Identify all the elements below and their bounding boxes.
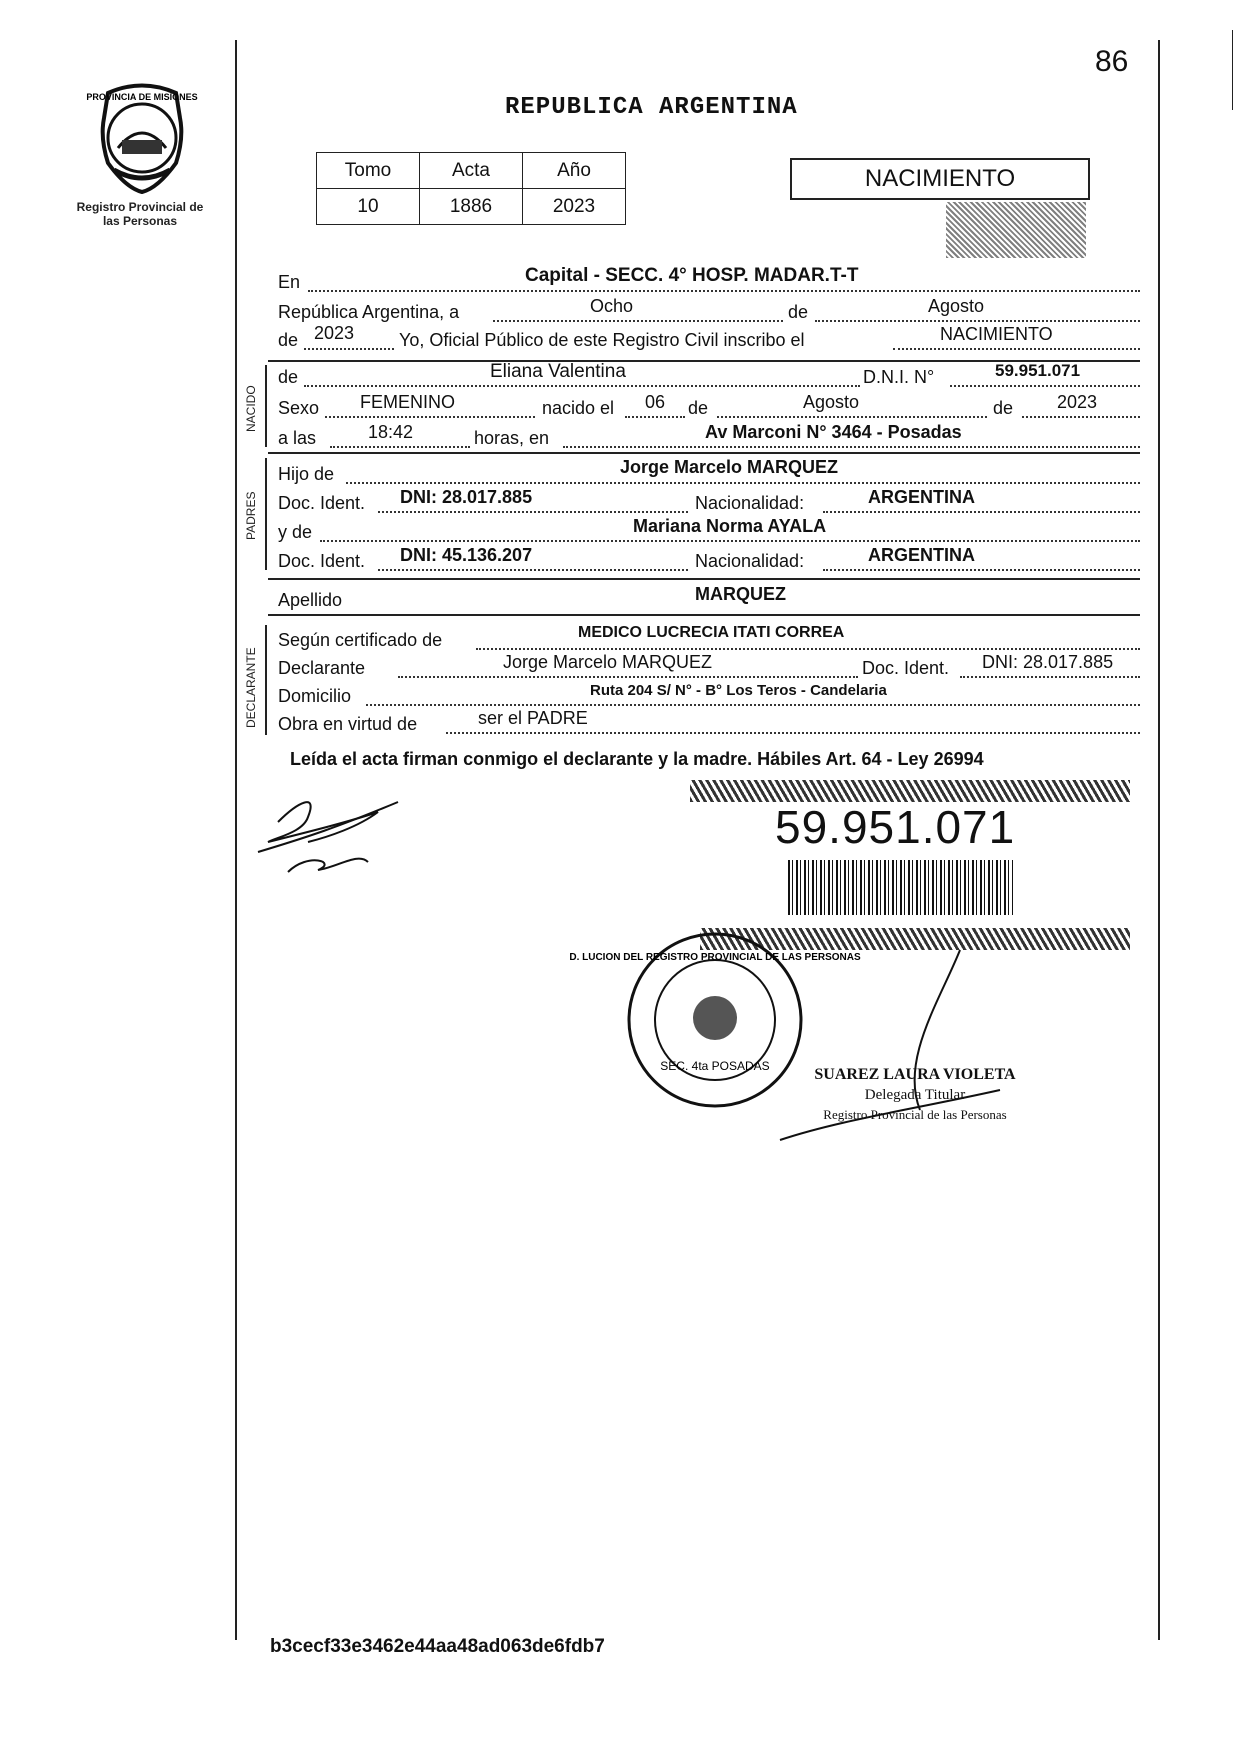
seal-ring-text: D. LUCION DEL REGISTRO PROVINCIAL DE LAS PERSONAS [569,952,861,963]
barcode [788,860,1013,915]
header-tomo: Tomo [317,153,420,189]
sexo-value: FEMENINO [360,392,456,412]
en-label: En [278,272,301,292]
section-rule [268,614,1140,616]
en-value: Capital - SECC. 4° HOSP. MADAR.T-T [525,265,859,286]
declarante-bracket [265,625,267,735]
hora-value: 18:42 [368,422,414,442]
dots [320,540,1140,542]
declarante-doc-label: Doc. Ident. [862,658,950,678]
alas-label: a las [278,428,317,448]
dots [476,648,1140,650]
signatory-office: Registro Provincial de las Personas [823,1107,1007,1122]
seal-center-text: SEC. 4ta POSADAS [660,1059,770,1073]
month-value: Agosto [928,296,985,316]
nacido-bracket [265,365,267,447]
padre-nac: ARGENTINA [868,487,975,507]
domicilio-label: Domicilio [278,686,352,706]
dots [950,385,1140,387]
seal-text: PROVINCIA DE MISIONES [86,92,198,102]
nombre-label: de [278,367,299,387]
nacido-label: nacido el [542,398,615,418]
dots [308,290,1140,292]
day-value: Ocho [590,296,634,316]
dots [346,482,1140,484]
header-acta: Acta [420,153,523,189]
dots [378,511,688,513]
obra-value: ser el PADRE [478,708,588,728]
doc-label: Doc. Ident. [278,493,366,513]
signatory-role: Delegada Titular [864,1087,966,1103]
edge-mark [1232,30,1233,110]
dots [1022,416,1140,418]
madre-doc: DNI: 45.136.207 [400,545,533,565]
lugar-value: Av Marconi N° 3464 - Posadas [705,422,962,442]
province-seal-logo [88,78,196,196]
value-anio: 2023 [523,189,626,225]
dots [893,348,1140,350]
madre-value: Mariana Norma AYALA [633,516,827,536]
nacido-day: 06 [645,392,666,412]
apellido-label: Apellido [278,590,343,610]
dots [823,511,1140,513]
left-margin-line [235,40,237,1640]
declarante-side-label: DECLARANTE [244,647,258,728]
record-type-box: NACIMIENTO [790,158,1090,200]
registry-table [316,152,626,225]
document-title: REPUBLICA ARGENTINA [505,94,798,121]
dots [378,569,688,571]
registry-header-row [317,153,626,189]
page-number: 86 [1095,45,1129,78]
declarante-label: Declarante [278,658,366,678]
section-rule [268,578,1140,580]
dots [325,416,535,418]
domicilio-value: Ruta 204 S/ N° - B° Los Teros - Candelaria [590,682,887,699]
padre-doc: DNI: 28.017.885 [400,487,533,507]
dots [304,385,860,387]
nacido-de2: de [993,398,1014,418]
right-margin-line [1158,40,1160,1640]
declarante-doc: DNI: 28.017.885 [982,652,1114,672]
declarante-value: Jorge Marcelo MARQUEZ [503,652,713,672]
yde-label: y de [278,522,313,542]
horas-label: horas, en [474,428,550,448]
value-acta: 1886 [420,189,523,225]
signatory-name: SUAREZ LAURA VIOLETA [814,1066,1016,1083]
sexo-label: Sexo [278,398,320,418]
section-rule [268,452,1140,454]
certificado-value: MEDICO LUCRECIA ITATI CORREA [578,624,845,641]
dots [304,348,394,350]
nombre-value: Eliana Valentina [490,361,626,382]
security-stamp [946,202,1086,258]
handwritten-signature [248,782,448,882]
dots [625,416,685,418]
id-number: 59.951.071 [775,801,1016,853]
dni-value: 59.951.071 [995,361,1081,380]
dots [960,676,1140,678]
dni-label: D.N.I. N° [863,367,935,387]
value-tomo: 10 [317,189,420,225]
nacido-de: de [688,398,709,418]
dots [815,320,1140,322]
padres-bracket [265,458,267,570]
apellido-value: MARQUEZ [695,584,786,604]
doc-label2: Doc. Ident. [278,551,366,571]
dots [398,676,858,678]
dots [446,732,1140,734]
legal-text: Leída el acta firman conmigo el declarante y la madre. Hábiles Art. 64 - Ley 26994 [290,749,984,769]
logo-caption: Registro Provincial de las Personas [76,200,204,228]
certificado-label: Según certificado de [278,630,443,650]
de-label: de [788,302,809,322]
dots [563,446,1140,448]
hijo-label: Hijo de [278,464,335,484]
republica-label: República Argentina, a [278,302,460,322]
inscribo-value: NACIMIENTO [940,324,1053,344]
dots [366,704,1140,706]
nacido-year: 2023 [1057,392,1098,412]
nacido-month: Agosto [803,392,860,412]
de-label2: de [278,330,299,350]
yo-text: Yo, Oficial Público de este Registro Civil inscribo el [399,330,805,350]
signatory-block [795,1065,1035,1125]
security-band [690,780,1130,802]
nac-label2: Nacionalidad: [695,551,805,571]
document-hash: b3cecf33e3462e44aa48ad063de6fdb7 [270,1636,605,1657]
year-value: 2023 [314,323,355,343]
dots [823,569,1140,571]
obra-label: Obra en virtud de [278,714,418,734]
nacido-side-label: NACIDO [244,385,258,432]
header-anio: Año [523,153,626,189]
nac-label: Nacionalidad: [695,493,805,513]
padres-side-label: PADRES [244,491,258,540]
dots [493,320,783,322]
dots [717,416,987,418]
madre-nac: ARGENTINA [868,545,975,565]
registry-value-row [317,189,626,225]
dots [330,446,470,448]
padre-value: Jorge Marcelo MARQUEZ [620,457,839,477]
